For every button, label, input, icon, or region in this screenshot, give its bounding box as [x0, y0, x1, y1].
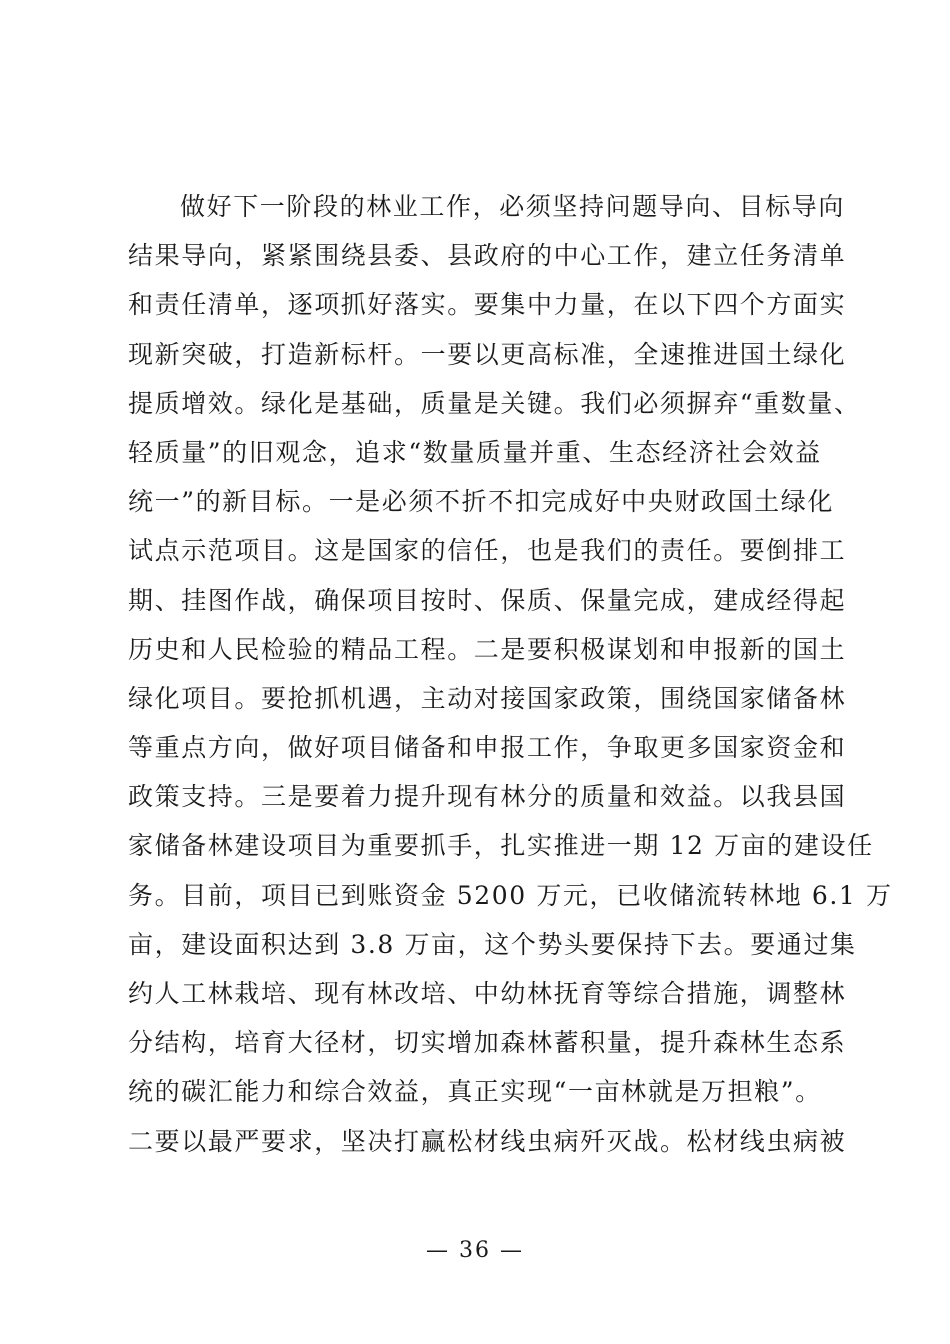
text-line: 试点示范项目。这是国家的信任，也是我们的责任。要倒排工	[128, 536, 847, 566]
text-line: 轻质量”的旧观念，追求“数量质量并重、生态经济社会效益	[128, 437, 822, 467]
text-line: 约人工林栽培、现有林改培、中幼林抚育等综合措施，调整林	[128, 979, 847, 1008]
text-line: 分结构，培育大径材，切实增加森林蓄积量，提升森林生态系	[128, 1028, 847, 1058]
text-line: 亩，建设面积达到 3.8 万亩，这个势头要保持下去。要通过集	[128, 929, 857, 959]
body-paragraph	[128, 182, 893, 1166]
text-line: 做好下一阶段的林业工作，必须坚持问题导向、目标导向	[180, 192, 846, 221]
text-line: 历史和人民检验的精品工程。二是要积极谋划和申报新的国土	[128, 634, 847, 664]
text-line: 政策支持。三是要着力提升现有林分的质量和效益。以我县国	[128, 782, 847, 812]
text-line: 等重点方向，做好项目储备和申报工作，争取更多国家资金和	[128, 733, 847, 763]
page-number: — 36 —	[426, 1238, 524, 1263]
text-line: 二要以最严要求，坚决打赢松材线虫病歼灭战。松材线虫病被	[128, 1126, 847, 1156]
text-line: 绿化项目。要抢抓机遇，主动对接国家政策，围绕国家储备林	[128, 683, 847, 713]
text-line: 家储备林建设项目为重要抓手，扎实推进一期 12 万亩的建设任	[128, 831, 874, 861]
text-line: 务。目前，项目已到账资金 5200 万元，已收储流转林地 6.1 万	[128, 880, 893, 910]
text-line: 提质增效。绿化是基础，质量是关键。我们必须摒弃“重数量、	[128, 388, 861, 418]
text-line: 现新突破，打造新标杆。一要以更高标准，全速推进国土绿化	[128, 339, 847, 369]
text-line: 结果导向，紧紧围绕县委、县政府的中心工作，建立任务清单	[128, 241, 847, 271]
text-line: 期、挂图作战，确保项目按时、保质、保量完成，建成经得起	[128, 585, 847, 615]
text-line: 统一”的新目标。一是必须不折不扣完成好中央财政国土绿化	[128, 487, 834, 517]
text-line: 和责任清单，逐项抓好落实。要集中力量，在以下四个方面实	[128, 290, 847, 320]
text-line: 统的碳汇能力和综合效益，真正实现“一亩林就是万担粮”。	[128, 1077, 822, 1107]
